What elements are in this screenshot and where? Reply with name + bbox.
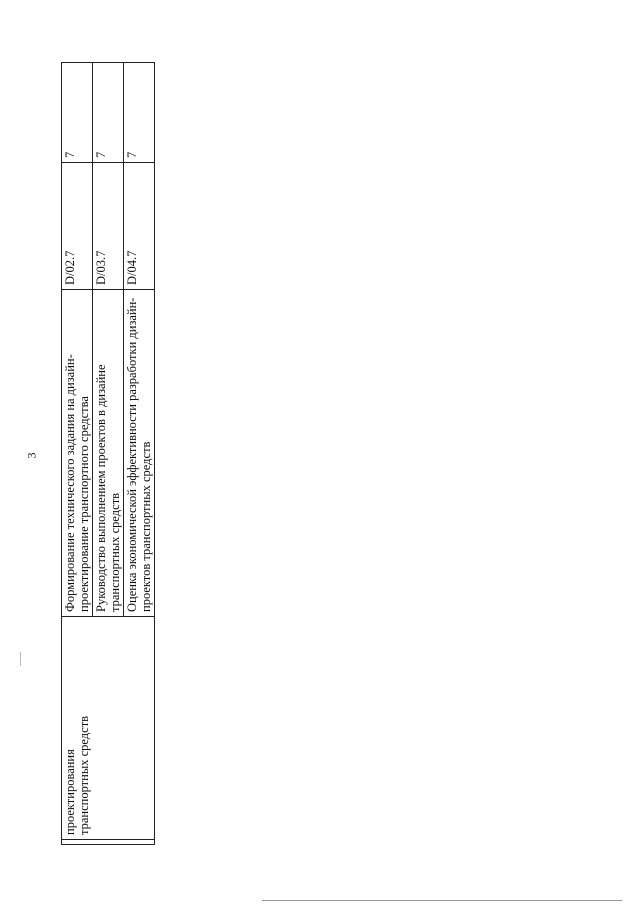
function-cell: Формирование технического задания на дизайн-проектирование транспортного средства bbox=[62, 290, 93, 617]
level-cell: 7 bbox=[93, 63, 124, 163]
functions-table-rotated bbox=[61, 63, 151, 845]
page-number: 3 bbox=[24, 452, 39, 459]
code-cell: D/04.7 bbox=[124, 163, 155, 290]
scan-edge-line bbox=[262, 900, 622, 901]
function-cell: Руководство выполнением проектов в дизайне транспортных средств bbox=[93, 290, 124, 617]
code-cell: D/02.7 bbox=[62, 163, 93, 290]
code-cell: D/03.7 bbox=[93, 163, 124, 290]
level-cell: 7 bbox=[124, 63, 155, 163]
table-row bbox=[62, 63, 93, 845]
margin-cell bbox=[62, 840, 155, 845]
generalized-function-line-1: проектирования bbox=[63, 749, 77, 835]
functions-table bbox=[61, 62, 155, 845]
scan-mark bbox=[20, 652, 21, 666]
generalized-function-line-2: транспортных средств bbox=[77, 715, 91, 835]
function-cell: Оценка экономической эффективности разработки дизайн-проектов транспортных средств bbox=[124, 290, 155, 617]
generalized-function-cell bbox=[62, 617, 155, 840]
level-cell: 7 bbox=[62, 63, 93, 163]
